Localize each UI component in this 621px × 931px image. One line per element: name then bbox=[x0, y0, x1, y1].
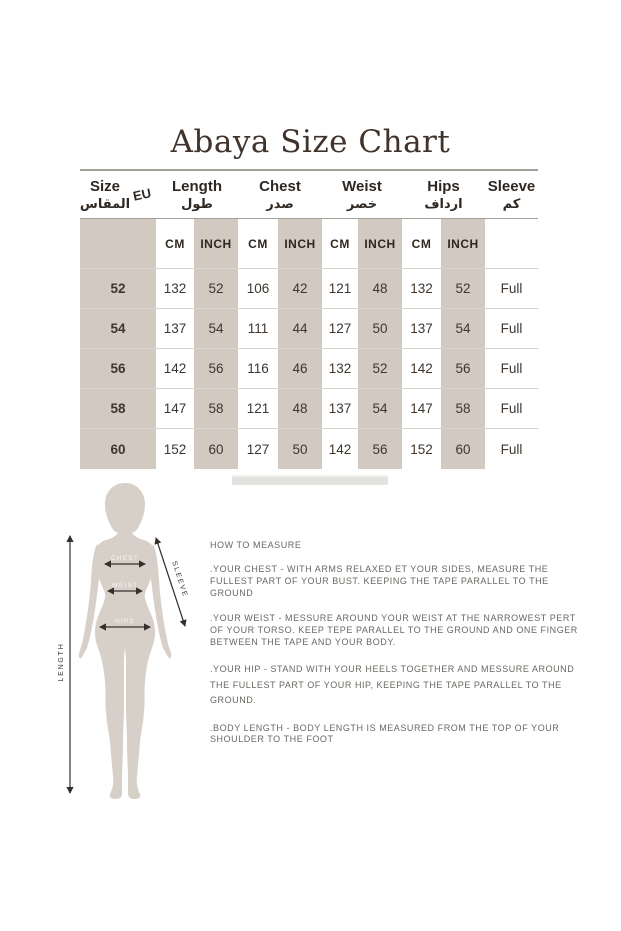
header-size-eu: EU bbox=[131, 185, 153, 204]
header-hips-ar: ارداف bbox=[424, 197, 463, 212]
table-cell: 56 bbox=[358, 429, 402, 469]
measure-heading: HOW TO MEASURE bbox=[210, 540, 302, 550]
body-measurement-figure bbox=[52, 480, 212, 812]
size-table bbox=[80, 169, 538, 469]
table-scrollbar[interactable] bbox=[232, 475, 388, 485]
header-size-ar: المقاس bbox=[79, 197, 131, 212]
table-cell: 60 bbox=[80, 429, 156, 469]
unit-sleeve-blank bbox=[485, 219, 538, 269]
table-cell: 54 bbox=[194, 309, 238, 349]
hips-label: HIPS bbox=[115, 618, 135, 625]
table-cell: 54 bbox=[358, 389, 402, 429]
table-cell: Full bbox=[485, 269, 538, 309]
table-cell: 48 bbox=[358, 269, 402, 309]
header-sleeve-ar: كم bbox=[502, 197, 521, 212]
table-cell: 52 bbox=[194, 269, 238, 309]
table-cell: Full bbox=[485, 349, 538, 389]
measure-paragraph-weist: .YOUR WEIST - MESSURE AROUND YOUR WEIST AT THE NARROWEST PERT OF YOUR TORSO. KEEP TEPE PARALLEL TO THE GROUND AND ONE FINGER BETWEEN THE TAPE AND YOUR BODY. bbox=[210, 613, 578, 647]
measure-instructions bbox=[210, 540, 582, 760]
table-cell: Full bbox=[485, 389, 538, 429]
column-header-chest bbox=[238, 171, 322, 219]
unit-hips-cm: CM bbox=[402, 219, 441, 269]
unit-chest-inch: INCH bbox=[278, 219, 322, 269]
table-cell: 56 bbox=[194, 349, 238, 389]
unit-hips-inch: INCH bbox=[441, 219, 485, 269]
table-cell: 152 bbox=[163, 441, 187, 457]
unit-length-cm: CM bbox=[156, 219, 194, 269]
table-cell: 54 bbox=[441, 309, 485, 349]
unit-weist-cm: CM bbox=[322, 219, 358, 269]
column-header-length bbox=[156, 171, 238, 219]
table-cell: 48 bbox=[278, 389, 322, 429]
table-cell: 147 bbox=[402, 389, 441, 429]
unit-length-inch: INCH bbox=[194, 219, 238, 269]
table-cell: 147 bbox=[156, 389, 194, 429]
table-cell: 58 bbox=[441, 389, 485, 429]
table-cell: 137 bbox=[402, 309, 441, 349]
table-cell: 132 bbox=[402, 269, 441, 309]
header-chest-ar: صدر bbox=[266, 197, 294, 212]
table-cell: 50 bbox=[278, 429, 322, 469]
table-cell: 58 bbox=[80, 389, 156, 429]
table-cell: 137 bbox=[322, 389, 358, 429]
table-cell: 106 bbox=[238, 269, 278, 309]
chest-label: CHEST bbox=[110, 555, 140, 562]
unit-weist-inch: INCH bbox=[358, 219, 402, 269]
column-header-sleeve bbox=[485, 171, 538, 219]
column-header-hips bbox=[402, 171, 485, 219]
header-chest-en: Chest bbox=[259, 178, 301, 195]
measure-paragraph-chest: .YOUR CHEST - WITH ARMS RELAXED ET YOUR SIDES, MEASURE THE FULLEST PART OF YOUR BUST. KEEPING THE TAPE PARALLEL TO THE GROUND bbox=[210, 564, 549, 598]
column-header-weist bbox=[322, 171, 402, 219]
unit-cell-blank bbox=[80, 219, 156, 269]
header-weist-en: Weist bbox=[342, 178, 382, 195]
table-cell: 127 bbox=[246, 441, 270, 457]
table-cell: Full bbox=[485, 309, 538, 349]
table-cell: 60 bbox=[194, 429, 238, 469]
header-weist-ar: خصر bbox=[346, 197, 378, 212]
header-size-en: Size bbox=[89, 178, 120, 195]
female-silhouette-icon bbox=[79, 483, 172, 799]
table-cell: 142 bbox=[156, 349, 194, 389]
table-cell: 50 bbox=[358, 309, 402, 349]
table-cell: 152 bbox=[410, 441, 433, 457]
table-cell: 54 bbox=[80, 309, 156, 349]
measure-paragraph-hip: .YOUR HIP - STAND WITH YOUR HEELS TOGETHER AND MESSURE AROUND THE FULLEST PART OF YOUR HIP, KEEPING THE TAPE PARALLEL TO THE GROUND. bbox=[210, 664, 575, 706]
table-cell: 56 bbox=[441, 349, 485, 389]
table-cell: 52 bbox=[441, 269, 485, 309]
column-header-size bbox=[80, 171, 156, 219]
table-cell: 42 bbox=[278, 269, 322, 309]
table-cell: 142 bbox=[328, 441, 352, 457]
measure-paragraph-length: .BODY LENGTH - BODY LENGTH IS MEASURED FROM THE TOP OF YOUR SHOULDER TO THE FOOT bbox=[210, 722, 560, 745]
table-cell: 132 bbox=[322, 349, 358, 389]
table-cell: 111 bbox=[238, 309, 278, 349]
table-cell: 121 bbox=[322, 269, 358, 309]
table-cell: 127 bbox=[322, 309, 358, 349]
table-cell: Full bbox=[500, 441, 523, 457]
weist-label: WEIST bbox=[111, 582, 139, 589]
table-cell: 52 bbox=[358, 349, 402, 389]
table-cell: 52 bbox=[80, 269, 156, 309]
sleeve-label: SLEEVE bbox=[170, 560, 189, 599]
length-label: LENGTH bbox=[58, 642, 65, 682]
page-title: Abaya Size Chart bbox=[170, 124, 451, 160]
header-hips-en: Hips bbox=[427, 178, 460, 195]
table-cell: 142 bbox=[402, 349, 441, 389]
table-cell: 137 bbox=[156, 309, 194, 349]
header-length-en: Length bbox=[172, 178, 222, 195]
table-cell: 58 bbox=[194, 389, 238, 429]
header-sleeve-en: Sleeve bbox=[487, 178, 536, 195]
table-cell: 56 bbox=[80, 349, 156, 389]
table-cell: 44 bbox=[278, 309, 322, 349]
table-cell: 60 bbox=[441, 429, 485, 469]
table-cell: 46 bbox=[278, 349, 322, 389]
table-cell: 132 bbox=[156, 269, 194, 309]
table-cell: 116 bbox=[238, 349, 278, 389]
table-cell: 121 bbox=[238, 389, 278, 429]
header-length-ar: طول bbox=[181, 197, 213, 212]
unit-chest-cm: CM bbox=[238, 219, 278, 269]
